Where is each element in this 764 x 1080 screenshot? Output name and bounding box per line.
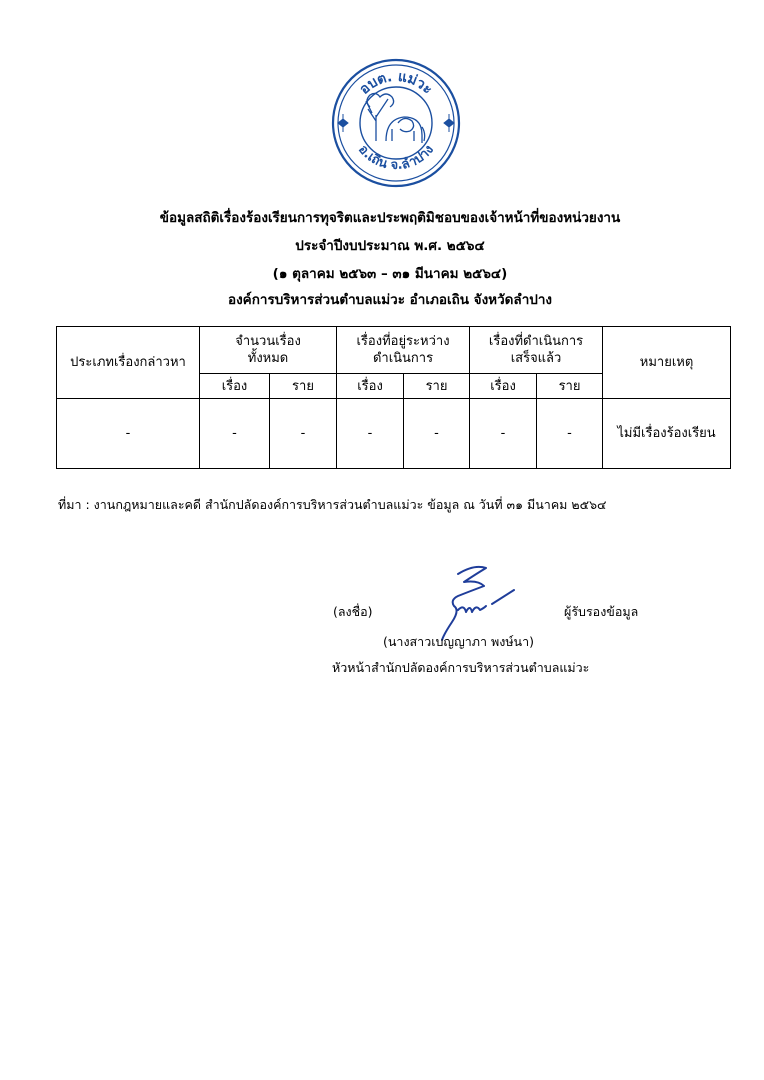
handwritten-signature-icon [428, 560, 528, 642]
cell-done-cases: - [537, 399, 603, 469]
header-completed-line2: เสร็จแล้ว [510, 351, 562, 366]
signer-name: (นางสาวเบญญาภา พงษ์นา) [383, 634, 534, 649]
header-in-progress [337, 327, 470, 374]
seal-top-text: อบต. แม่วะ [356, 68, 436, 98]
cell-progress-matters: - [337, 399, 404, 469]
report-title: ข้อมูลสถิติเรื่องร้องเรียนการทุจริตและประพฤติมิชอบของเจ้าหน้าที่ของหน่วยงาน [159, 210, 621, 226]
seal-bottom-text: อ.เถิน จ.ลำปาง [355, 142, 437, 174]
header-in-progress-line1: เรื่องที่อยู่ระหว่าง [356, 334, 450, 349]
certifier-label: ผู้รับรองข้อมูล [564, 604, 639, 619]
cell-done-matters: - [470, 399, 537, 469]
complaint-statistics-table [56, 326, 731, 469]
signer-position: หัวหน้าสำนักปลัดองค์การบริหารส่วนตำบลแม่วะ [332, 660, 590, 675]
header-completed-line1: เรื่องที่ดำเนินการ [488, 334, 584, 349]
fiscal-year: ประจำปีงบประมาณ พ.ศ. ๒๕๖๔ [295, 238, 485, 254]
organization-seal-icon [330, 57, 462, 189]
table-row [57, 399, 731, 469]
signed-label: (ลงชื่อ) [333, 604, 373, 619]
subheader-done-cases: ราย [537, 374, 603, 399]
subheader-total-cases: ราย [270, 374, 337, 399]
subheader-total-matters: เรื่อง [200, 374, 270, 399]
organization-name: องค์การบริหารส่วนตำบลแม่วะ อำเภอเถิน จังหวัดลำปาง [227, 292, 553, 308]
cell-progress-cases: - [404, 399, 470, 469]
cell-total-cases: - [270, 399, 337, 469]
header-completed [470, 327, 603, 374]
header-remark: หมายเหตุ [603, 327, 731, 399]
header-total-line2: ทั้งหมด [247, 351, 289, 366]
data-source-note: ที่มา : งานกฎหมายและคดี สำนักปลัดองค์การบริหารส่วนตำบลแม่วะ ข้อมูล ณ วันที่ ๓๑ มีนาคม ๒๕๖๔ [58, 497, 607, 512]
subheader-done-matters: เรื่อง [470, 374, 537, 399]
cell-complaint-type: - [57, 399, 200, 469]
cell-remark: ไม่มีเรื่องร้องเรียน [603, 399, 731, 469]
header-in-progress-line2: ดำเนินการ [372, 351, 434, 366]
header-total [200, 327, 337, 374]
cell-total-matters: - [200, 399, 270, 469]
svg-text:อบต. แม่วะ [357, 69, 436, 98]
header-complaint-type: ประเภทเรื่องกล่าวหา [57, 327, 200, 399]
subheader-progress-cases: ราย [404, 374, 470, 399]
subheader-progress-matters: เรื่อง [337, 374, 404, 399]
date-range: (๑ ตุลาคม ๒๕๖๓ – ๓๑ มีนาคม ๒๕๖๔) [272, 266, 508, 282]
header-total-line1: จำนวนเรื่อง [235, 334, 301, 349]
svg-text:อ.เถิน จ.ลำปาง [355, 142, 437, 173]
